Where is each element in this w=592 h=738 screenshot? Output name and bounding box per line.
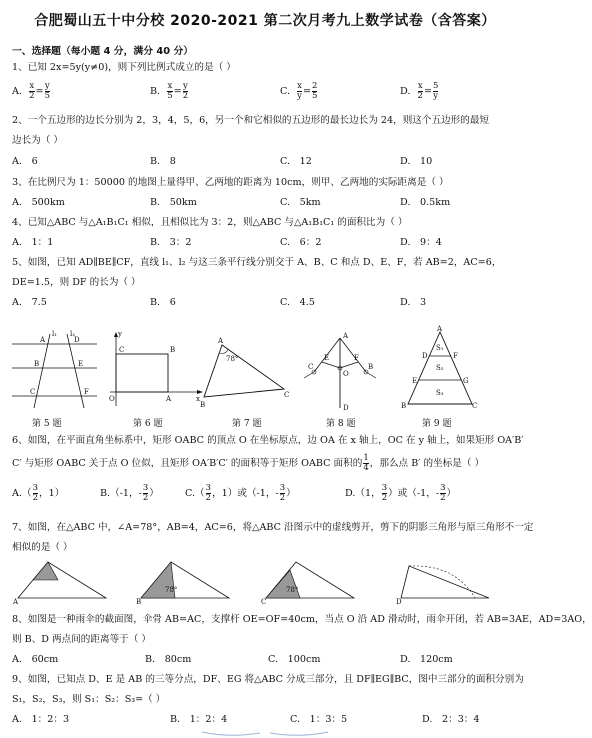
q7-stem-line1: 7、如图，在△ABC 中，∠A=78°，AB=4，AC=6，将△ABC 沿图示中的虚线剪开，剪下的阴影三角形与原三角形不一定	[12, 522, 534, 533]
label-e: E	[412, 377, 418, 385]
label-y: y	[118, 330, 122, 338]
q9-stem-line2: S₁，S₂，S₃，则 S₁：S₂：S₃=（ ）	[12, 694, 166, 705]
option-d-label: D	[396, 598, 402, 606]
label-b: B	[170, 346, 176, 354]
equals-sign: =	[423, 86, 432, 97]
q2-stem-line2: 边长为（ ）	[12, 135, 64, 146]
equals-sign: =	[35, 86, 44, 97]
q1-option-c[interactable]	[280, 82, 318, 101]
q8-option-d[interactable]: D. 120cm	[400, 654, 453, 665]
caption-q5: 第 5 题	[32, 419, 62, 429]
q7-stem-line2: 相似的是（ ）	[12, 542, 73, 553]
q4-option-d[interactable]: D. 9：4	[400, 237, 442, 248]
q1-option-d[interactable]	[400, 82, 439, 101]
q5-stem-line2: DE=1.5，则 DF 的长为（ ）	[12, 277, 141, 288]
q6-fraction	[363, 454, 368, 473]
q6-stem-tail: ，那么点 B′ 的坐标是（ ）	[369, 458, 485, 469]
exam-title: 合肥蜀山五十中分校 2020-2021 第二次月考九上数学试卷（含答案）	[34, 13, 496, 29]
q8-option-b[interactable]: B. 80cm	[145, 654, 192, 665]
label-s1: S₁	[436, 344, 444, 352]
option-letter: C.	[280, 86, 291, 97]
q6-stem-line2	[12, 454, 520, 473]
option-letter: D.	[400, 86, 411, 97]
label-x: x	[196, 395, 200, 403]
q5-option-d[interactable]: D. 3	[400, 297, 427, 308]
q4-option-b[interactable]: B. 3：2	[150, 237, 192, 248]
equals-sign: =	[173, 86, 182, 97]
q6-option-c[interactable]: C.（ $\frac{3}{2}$ ，1）或（-1，- $\frac{3}{2}$ ）	[185, 483, 296, 503]
caption-q9: 第 9 题	[422, 419, 452, 429]
label-s2: S₂	[436, 364, 444, 372]
option-letter: A.	[12, 86, 22, 97]
label-f: F	[84, 388, 89, 396]
figure-q7-option-d[interactable]	[395, 558, 495, 606]
label-a: A	[437, 325, 443, 333]
label-l1: l₁	[52, 330, 58, 338]
q6-option-d[interactable]: D.（1， $\frac{3}{2}$ ）或（-1，- $\frac{3}{2}$ ）	[345, 483, 457, 503]
label-d: D	[422, 352, 428, 360]
q6-stem-line1: 6、如图，在平面直角坐标系中，矩形 OABC 的顶点 O 在坐标原点，边 OA 在 x 轴上，OC 在 y 轴上，如果矩形 OA′B′	[12, 435, 524, 446]
fraction-right: $\frac{5}{y}$	[432, 81, 439, 101]
fraction-right: $\frac{2}{5}$	[312, 81, 318, 101]
fraction-right: $\frac{y}{5}$	[44, 81, 50, 101]
label-d: D	[74, 336, 80, 344]
label-b: B	[401, 402, 407, 410]
q4-option-a[interactable]: A. 1：1	[12, 237, 54, 248]
q5-option-b[interactable]: B. 6	[150, 297, 176, 308]
fraction-right: $\frac{y}{2}$	[182, 81, 189, 101]
label-c: C	[308, 363, 314, 371]
label-c: C	[30, 388, 36, 396]
q3-option-c[interactable]: C. 5km	[280, 197, 321, 208]
label-b: B	[200, 401, 206, 409]
q6-option-b[interactable]: B.（-1，- $\frac{3}{2}$ ）	[100, 483, 159, 503]
q3-option-d[interactable]: D. 0.5km	[400, 197, 451, 208]
label-c: C	[472, 402, 478, 410]
q2-stem-line1: 2、一个五边形的边长分别为 2，3，4，5，6，另一个和它相似的五边形的最长边长为 24，则这个五边形的最短	[12, 115, 490, 126]
option-a-label: A	[13, 598, 19, 606]
q5-stem-line1: 5、如图，已知 AD∥BE∥CF，直线 l₁、l₂ 与这三条平行线分别交于 A、B、C 和点 D、E、F，若 AB=2，AC=6，	[12, 257, 502, 268]
fraction-left: $\frac{x}{y}$	[297, 81, 302, 101]
label-e: E	[78, 360, 84, 368]
q1-option-b[interactable]	[150, 82, 189, 101]
q8-stem-line2: 则 B、D 两点间的距离等于（ ）	[12, 634, 152, 645]
label-a: A	[166, 395, 172, 403]
q6-frac-den: 4	[363, 463, 369, 473]
fraction-left: $\frac{x}{2}$	[417, 81, 423, 101]
caption-q6: 第 6 题	[133, 419, 163, 429]
label-a: A	[343, 332, 349, 340]
label-s3: S₃	[436, 389, 444, 397]
label-a: A	[218, 337, 224, 345]
label-c: C	[284, 391, 290, 399]
q9-option-b[interactable]: B. 1：2：4	[170, 714, 228, 725]
figure-q7-option-b[interactable]	[135, 558, 235, 606]
q3-option-a[interactable]: A. 500km	[12, 197, 65, 208]
label-d: D	[343, 404, 349, 412]
q6-option-a[interactable]: A.（ $\frac{3}{2}$ ，1）	[12, 483, 65, 503]
q5-option-c[interactable]: C. 4.5	[280, 297, 315, 308]
fraction-left: $\frac{x}{2}$	[29, 81, 35, 101]
figure-q9-triangle-strips	[400, 325, 480, 410]
fraction-left: $\frac{x}{5}$	[167, 81, 173, 101]
q5-option-a[interactable]: A. 7.5	[12, 297, 47, 308]
label-e: E	[324, 354, 330, 362]
q9-stem-line1: 9、如图，已知点 D、E 是 AB 的三等分点，DF、EG 将△ABC 分成三部分，且 DF∥EG∥BC，图中三部分的面积分别为	[12, 674, 524, 685]
section-heading: 一、选择题（每小题 4 分，满分 40 分）	[12, 46, 194, 57]
q8-stem-line1: 8、如图是一种雨伞的截面图，伞骨 AB=AC，支撑杆 OE=OF=40cm，当点 O 沿 AD 滑动时，雨伞开闭，若 AB=3AE，AD=3AO，	[12, 614, 592, 625]
q9-option-d[interactable]: D. 2：3：4	[422, 714, 480, 725]
label-g: G	[463, 377, 469, 385]
label-f: F	[354, 354, 359, 362]
page-bottom-decoration	[200, 730, 330, 738]
label-l2: l₂	[70, 330, 76, 338]
q6-stem-text: C′ 与矩形 OABC 关于点 O 位似，且矩形 OA′B′C′ 的面积等于矩形 OABC 面积的	[12, 458, 363, 469]
label-o: O	[109, 395, 115, 403]
option-b-angle: 78°	[165, 586, 178, 594]
q2-option-a[interactable]: A. 6	[12, 156, 38, 167]
figure-q8-umbrella	[300, 332, 380, 412]
label-b: B	[368, 363, 374, 371]
figure-q5-parallel-lines	[12, 330, 97, 410]
q2-option-b[interactable]: B. 8	[150, 156, 176, 167]
label-o: O	[343, 370, 349, 378]
q6-frac-num: 1	[363, 453, 369, 463]
q2-option-c[interactable]: C. 12	[280, 156, 312, 167]
q4-stem: 4、已知△ABC 与△A₁B₁C₁ 相似，且相似比为 3：2，则△ABC 与△A₁B₁C₁ 的面积比为（ ）	[12, 217, 408, 228]
q8-option-c[interactable]: C. 100cm	[268, 654, 321, 665]
q9-option-c[interactable]: C. 1：3：5	[290, 714, 348, 725]
q3-option-b[interactable]: B. 50km	[150, 197, 197, 208]
figure-q6-coordinate-rectangle	[108, 330, 206, 410]
label-b: B	[34, 360, 40, 368]
angle-label: 78°	[226, 355, 239, 363]
caption-q8: 第 8 题	[326, 419, 356, 429]
figure-q7-option-c[interactable]	[260, 558, 360, 606]
q4-option-c[interactable]: C. 6：2	[280, 237, 322, 248]
q2-option-d[interactable]: D. 10	[400, 156, 433, 167]
label-f: F	[453, 352, 458, 360]
q8-option-a[interactable]: A. 60cm	[12, 654, 59, 665]
figure-q7-option-a[interactable]	[12, 558, 112, 606]
figure-q7-triangle	[200, 335, 290, 410]
option-b-label: B	[136, 598, 142, 606]
q9-option-a[interactable]: A. 1：2：3	[12, 714, 70, 725]
option-letter: B.	[150, 86, 161, 97]
label-a: A	[40, 336, 46, 344]
equals-sign: =	[302, 86, 312, 97]
q3-stem: 3、在比例尺为 1：50000 的地图上量得甲、乙两地的距离为 10cm，则甲、乙两地的实际距离是（ ）	[12, 177, 449, 188]
q1-stem: 1、已知 2x=5y(y≠0)，则下列比例式成立的是（ ）	[12, 62, 236, 73]
label-c: C	[119, 346, 125, 354]
caption-q7: 第 7 题	[232, 419, 262, 429]
option-c-label: C	[261, 598, 267, 606]
option-c-angle: 78°	[286, 586, 299, 594]
q1-option-a[interactable]	[12, 82, 51, 101]
